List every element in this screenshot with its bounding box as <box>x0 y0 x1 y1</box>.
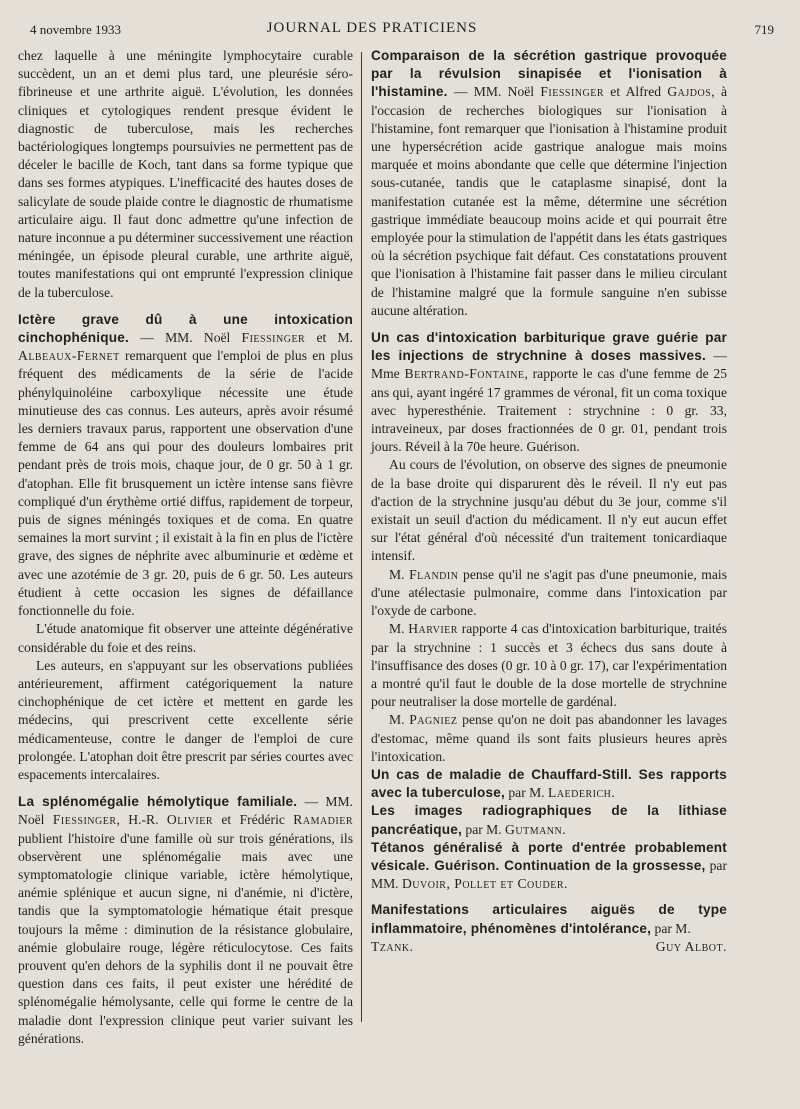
section-title: Ictère grave dû à une intoxication cinchophénique. <box>18 311 353 346</box>
author-name: Bertrand-Fontaine <box>404 366 525 382</box>
reference-entry: Un cas de maladie de Chauffard-Still. Ses rapports avec la tuberculose, par M. Laederich. <box>371 766 727 801</box>
right-column <box>371 47 727 956</box>
reference-entry: Tétanos généralisé à porte d'entrée probablement vésicale. Guérison. Continuation de la grossesse, par MM. Duvoir, Pollet et Couder. <box>371 839 727 892</box>
author-name: Laederich <box>548 785 612 801</box>
author-name: Fiessinger <box>241 330 306 346</box>
section-secretion-gastrique <box>371 47 727 320</box>
section-paragraph: Ictère grave dû à une intoxication cinchophénique. — MM. Noël Fiessinger et M. Albeaux-Fernet remarquent que l'emploi de plus en plus fréquent des médicaments de la série de l'acide phénylquinoléine carboxylique nécessite une étude minutieuse des cas connus. Les auteurs, après avoir résumé les derniers travaux parus, rapportent une observation d'une femme de 64 ans qui pour des douleurs lombaires prit pendant près de trois mois, chaque jour, de 0 gr. 50 à 1 gr. d'atophan. Elle fit brusquement un ictère intense sans fièvre compliqué d'un érythème ortié diffus, rapidement de torpeur, puis de signes méningés toxiques et de coma. En quatre semaines la mort survint ; il existait à la fin en plus de l'ictère grave, des signes de néphrite avec albuminurie et œdème et avec une azotémie de 3 gr. 20, puis de 6 gr. 50. Les auteurs étudient à cette occasion les signes de défaillance fonctionnelle du foie. <box>18 311 354 619</box>
left-column <box>18 47 353 1048</box>
author-name: Gajdos <box>667 84 712 100</box>
author-name: Gutmann <box>505 821 563 837</box>
page-number: 719 <box>754 22 774 37</box>
reference-title: Tétanos généralisé à porte d'entrée probablement vésicale. Guérison. Continuation de la grossesse, <box>371 839 727 873</box>
section-paragraph: M. Flandin pense qu'il ne s'agit pas d'une pneumonie, mais d'une atélectasie pulmonaire, comme dans l'intoxication par l'oxyde de carbone. <box>371 566 727 619</box>
section-paragraph: Les auteurs, en s'appuyant sur les observations publiées antérieurement, affirment catégoriquement la nature cinchophénique de cet ictère et mettent en garde les médecins, qui prescrivent cette excellente série médicamenteuse, contre le danger de l'emploi de cure prolongée. L'atophan doit être prescrit par séries courtes avec espacements intercalaires. <box>18 657 353 782</box>
section-splenomegalie <box>18 793 353 1048</box>
section-paragraph: La splénomégalie hémolytique familiale. — MM. Noël Fiessinger, H.-R. Olivier et Frédéric Ramadier publient l'histoire d'une famille où sur trois générations, ils observèrent une splénomégalie mais avec une symptomatologie clinique variable, ictère hémolytique, anémie splénique et aucun signe, ni d'anémie, ni d'ictère, tandis que la symptomatologie hématique était presque toujours la même : diminution de la résistance globulaire, anémie globulaire rouge, légère réticulocytose. Ces faits prouvent qu'en dehors de la syphilis dont il ne pouvait être question dans ces faits, il peut exister une hérédité de splénomégalie hémolysante, celle qui forme le centre de la maladie dont l'expression clinique peut varier suivant les générations. <box>18 794 354 1046</box>
section-ictere-grave <box>18 311 353 784</box>
intro-paragraph: chez laquelle à une méningite lymphocytaire curable succèdent, un an et demi plus tard, une pleurésie séro-fibrineuse et une arthrite aiguë. L'évolution, les données cliniques et cytologiques rendent presque évident le diagnostic de tuberculose, mais les recherches bactériologiques longtemps poursuivies ne permettent pas de déceler le bacille de Koch, tant dans sa forme typique que dans ses formes atypiques. L'inefficacité des hautes doses de salicylate de soude plaide contre le diagnostic de rhumatisme articulaire aigu. Il faut donc admettre qu'une infection de nature inconnue a pu déterminer successivement une réaction méningée, un épisode pleural curable, une arthrite aiguë, toutes manifestations qui ont emprunté l'expression clinique de la tuberculose. <box>18 48 353 300</box>
author-name: Harvier <box>408 621 458 637</box>
reference-entry-last: Manifestations articulaires aiguës de type inflammatoire, phénomènes d'intolérance, par M. Tzank. Guy Albot. <box>371 901 727 956</box>
author-name: Flandin <box>409 566 459 582</box>
author-name: Pagniez <box>409 712 458 728</box>
reference-entry: Les images radiographiques de la lithiase pancréatique, par M. Gutmann. <box>371 803 727 837</box>
section-paragraph: L'étude anatomique fit observer une atteinte dégénérative considérable du foie et des reins. <box>18 621 353 655</box>
author-name: Duvoir, Pollet et Couder <box>401 876 565 892</box>
reference-title: Les images radiographiques de la lithiase pancréatique, <box>371 803 727 837</box>
section-paragraph: M. Harvier rapporte 4 cas d'intoxication barbiturique, traités par la strychnine : 1 succès et 3 échecs dus sans doute à l'insuffisance des doses (0 gr. 10 à 0 gr. 17), car l'expérimentation a montré qu'il faut le double de la dose mortelle de strychnine pour neutraliser la dose mortelle de gardénal. <box>371 621 727 710</box>
reference-title: Manifestations articulaires aiguës de type inflammatoire, phénomènes d'intolérance, <box>371 902 727 936</box>
column-divider <box>361 52 362 1022</box>
last-line: Tzank. Guy Albot. <box>371 938 727 956</box>
header-date: 4 novembre 1933 <box>30 22 121 37</box>
section-paragraph: Comparaison de la sécrétion gastrique provoquée par la révulsion sinapisée et l'ionisation à l'histamine. — MM. Noël Fiessinger et Alfred Gajdos, à l'occasion de recherches biologiques sur l'ionisation à l'histamine, font remarquer que l'ionisation à l'histamine produit une hypersécrétion acide gastrique analogue mais moins marquée et moins abondante que celle que détermine l'injection sous-cutanée, tandis que le cataplasme sinapisé, dont la manifestation cutanée est la même, détermine une sécrétion gastrique immédiate beaucoup moins acide et qui pourrait être employée pour la stimulation de l'appétit dans les états gastriques où la sécrétion psychique fait défaut. Ces constatations prouvent que l'ionisation à l'histamine fait passer dans le milieu circulant de l'histamine malgré que la formule sanguine n'en subisse aucune altération. <box>371 48 727 318</box>
running-header <box>30 20 774 40</box>
section-title: La splénomégalie hémolytique familiale. <box>18 794 298 810</box>
section-paragraph: Un cas d'intoxication barbiturique grave guérie par les injections de strychnine à doses massives. — Mme Bertrand-Fontaine, rapporte le cas d'une femme de 25 ans qui, ayant ingéré 17 grammes de véronal, fit un coma toxique avec hyperesthénie. Traitement : strychnine : 0 gr. 33, intraveineux, par doses fractionnées de 0 gr. 01, pendant trois jours. Réveil à la 70e heure. Guérison. <box>371 330 728 455</box>
author-name: Fiessinger <box>540 84 605 100</box>
section-title: Comparaison de la sécrétion gastrique provoquée par la révulsion sinapisée et l'ionisation à l'histamine. <box>371 48 727 100</box>
section-title: Un cas d'intoxication barbiturique grave guérie par les injections de strychnine à doses massives. <box>371 330 727 364</box>
signature: Guy Albot. <box>655 938 727 954</box>
author-name: Olivier <box>166 812 213 828</box>
section-paragraph: M. Pagniez pense qu'on ne doit pas abandonner les lavages d'estomac, même quand ils sont faits plusieurs heures après l'intoxication. <box>371 712 727 764</box>
reference-title: Un cas de maladie de Chauffard-Still. Ses rapports avec la tuberculose, <box>371 766 727 801</box>
author-name: Tzank <box>371 938 410 954</box>
author-name: Fiessinger <box>52 812 117 828</box>
section-paragraph: Au cours de l'évolution, on observe des signes de pneumonie de la base droite qui disparurent dès le réveil. Il n'y eut pas d'action de la strychnine jusqu'au début du 3e jour, comme s'il existait un seuil d'action du médicament. Il n'y eut aucun effet sur l'état général d'où nécessité d'un traitement tonicardiaque intensif. <box>371 457 727 564</box>
author-name: Ramadier <box>293 812 354 828</box>
journal-title: JOURNAL DES PRATICIENS <box>266 20 478 36</box>
author-name: Albeaux-Fernet <box>18 348 120 364</box>
section-intoxication-barbiturique <box>371 329 727 766</box>
